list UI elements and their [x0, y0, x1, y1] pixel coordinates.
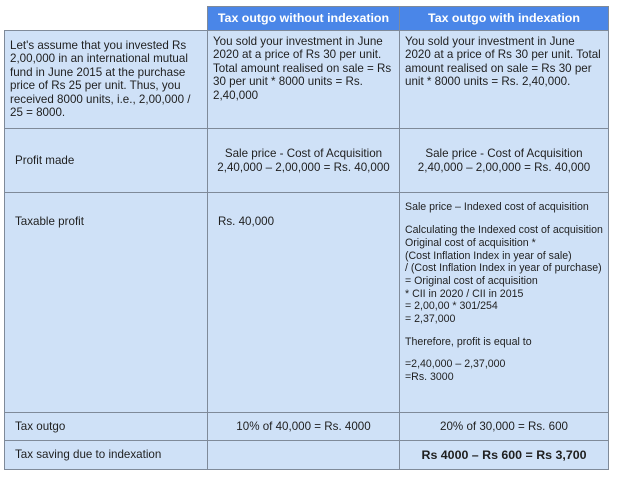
calc-line-1: Sale price – Indexed cost of acquisition — [405, 201, 589, 214]
profit-with-indexation-cell — [400, 128, 609, 193]
table-row — [5, 193, 609, 412]
profit-made-label: Profit made — [15, 153, 75, 167]
tax-outgo-without-value: 10% of 40,000 = Rs. 4000 — [236, 419, 371, 433]
tax-outgo-label-cell — [5, 412, 208, 441]
calc-line-11: =2,40,000 – 2,37,000 — [405, 358, 506, 371]
table-row — [5, 412, 609, 441]
profit-with-line1: Sale price - Cost of Acquisition — [425, 147, 583, 161]
tax-saving-label-cell — [5, 441, 208, 470]
table-row — [5, 128, 609, 193]
taxable-profit-label-cell — [5, 193, 208, 412]
tax-outgo-without-cell — [208, 412, 400, 441]
sale-without-indexation-cell — [208, 30, 400, 128]
profit-without-indexation-cell — [208, 128, 400, 193]
tax-saving-label: Tax saving due to indexation — [15, 448, 162, 462]
calc-line-8: = 2,00,00 * 301/254 — [405, 300, 498, 313]
header-without-indexation: Tax outgo without indexation — [208, 7, 400, 31]
tax-outgo-with-cell — [400, 412, 609, 441]
taxable-profit-label: Taxable profit — [15, 215, 84, 229]
taxable-profit-without-value: Rs. 40,000 — [218, 215, 275, 229]
indexation-comparison-table — [4, 6, 609, 470]
sale-without-indexation-text: You sold your investment in June 2020 at a price of Rs 30 per unit. Total amount realised on sale = Rs 30 per unit * 8000 units = Rs. 2,40,000 — [213, 34, 392, 102]
calc-line-12: =Rs. 3000 — [405, 371, 454, 384]
tax-saving-with-value: Rs 4000 – Rs 600 = Rs 3,700 — [421, 447, 587, 462]
calc-line-2: Calculating the Indexed cost of acquisition — [405, 224, 603, 237]
taxable-profit-without-cell — [208, 193, 400, 412]
header-blank-cell — [5, 7, 208, 31]
taxable-profit-with-cell — [400, 193, 609, 412]
tax-outgo-label: Tax outgo — [15, 419, 66, 433]
calc-line-5: / (Cost Inflation Index in year of purchase) — [405, 262, 602, 275]
profit-with-line2: 2,40,000 – 2,00,000 = Rs. 40,000 — [417, 160, 591, 174]
tax-saving-without-cell — [208, 441, 400, 470]
investment-assumption-cell — [5, 30, 208, 128]
table-row — [5, 441, 609, 470]
calc-line-4: (Cost Inflation Index in year of sale) — [405, 249, 572, 262]
tax-outgo-with-value: 20% of 30,000 = Rs. 600 — [440, 419, 568, 433]
calc-line-9: = 2,37,000 — [405, 313, 456, 326]
header-with-indexation: Tax outgo with indexation — [400, 7, 609, 31]
profit-without-line1: Sale price - Cost of Acquisition — [224, 147, 383, 161]
sale-with-indexation-cell — [400, 30, 609, 128]
tax-saving-with-cell — [400, 441, 609, 470]
taxable-profit-with-calculation — [400, 193, 608, 387]
table-row — [5, 30, 609, 128]
calc-line-10: Therefore, profit is equal to — [405, 335, 532, 348]
header-row — [5, 7, 609, 31]
investment-assumption-text: Let's assume that you invested Rs 2,00,000 in an international mutual fund in June 2015 at the purchase price of Rs 25 per unit. Thus, you received 8000 units, i.e., 2,00,000 / 25 = 8000. — [10, 38, 191, 120]
calc-line-3: Original cost of acquisition * — [405, 236, 536, 249]
calc-line-6: = Original cost of acquisition — [405, 274, 538, 287]
profit-made-label-cell — [5, 128, 208, 193]
sale-with-indexation-text: You sold your investment in June 2020 at a price of Rs 30 per unit. Total amount realised on sale = Rs 30 per unit * 8000 units = Rs. 2,40,000. — [405, 34, 601, 89]
profit-without-line2: 2,40,000 – 2,00,000 = Rs. 40,000 — [217, 160, 390, 174]
calc-line-7: * CII in 2020 / CII in 2015 — [405, 287, 524, 300]
